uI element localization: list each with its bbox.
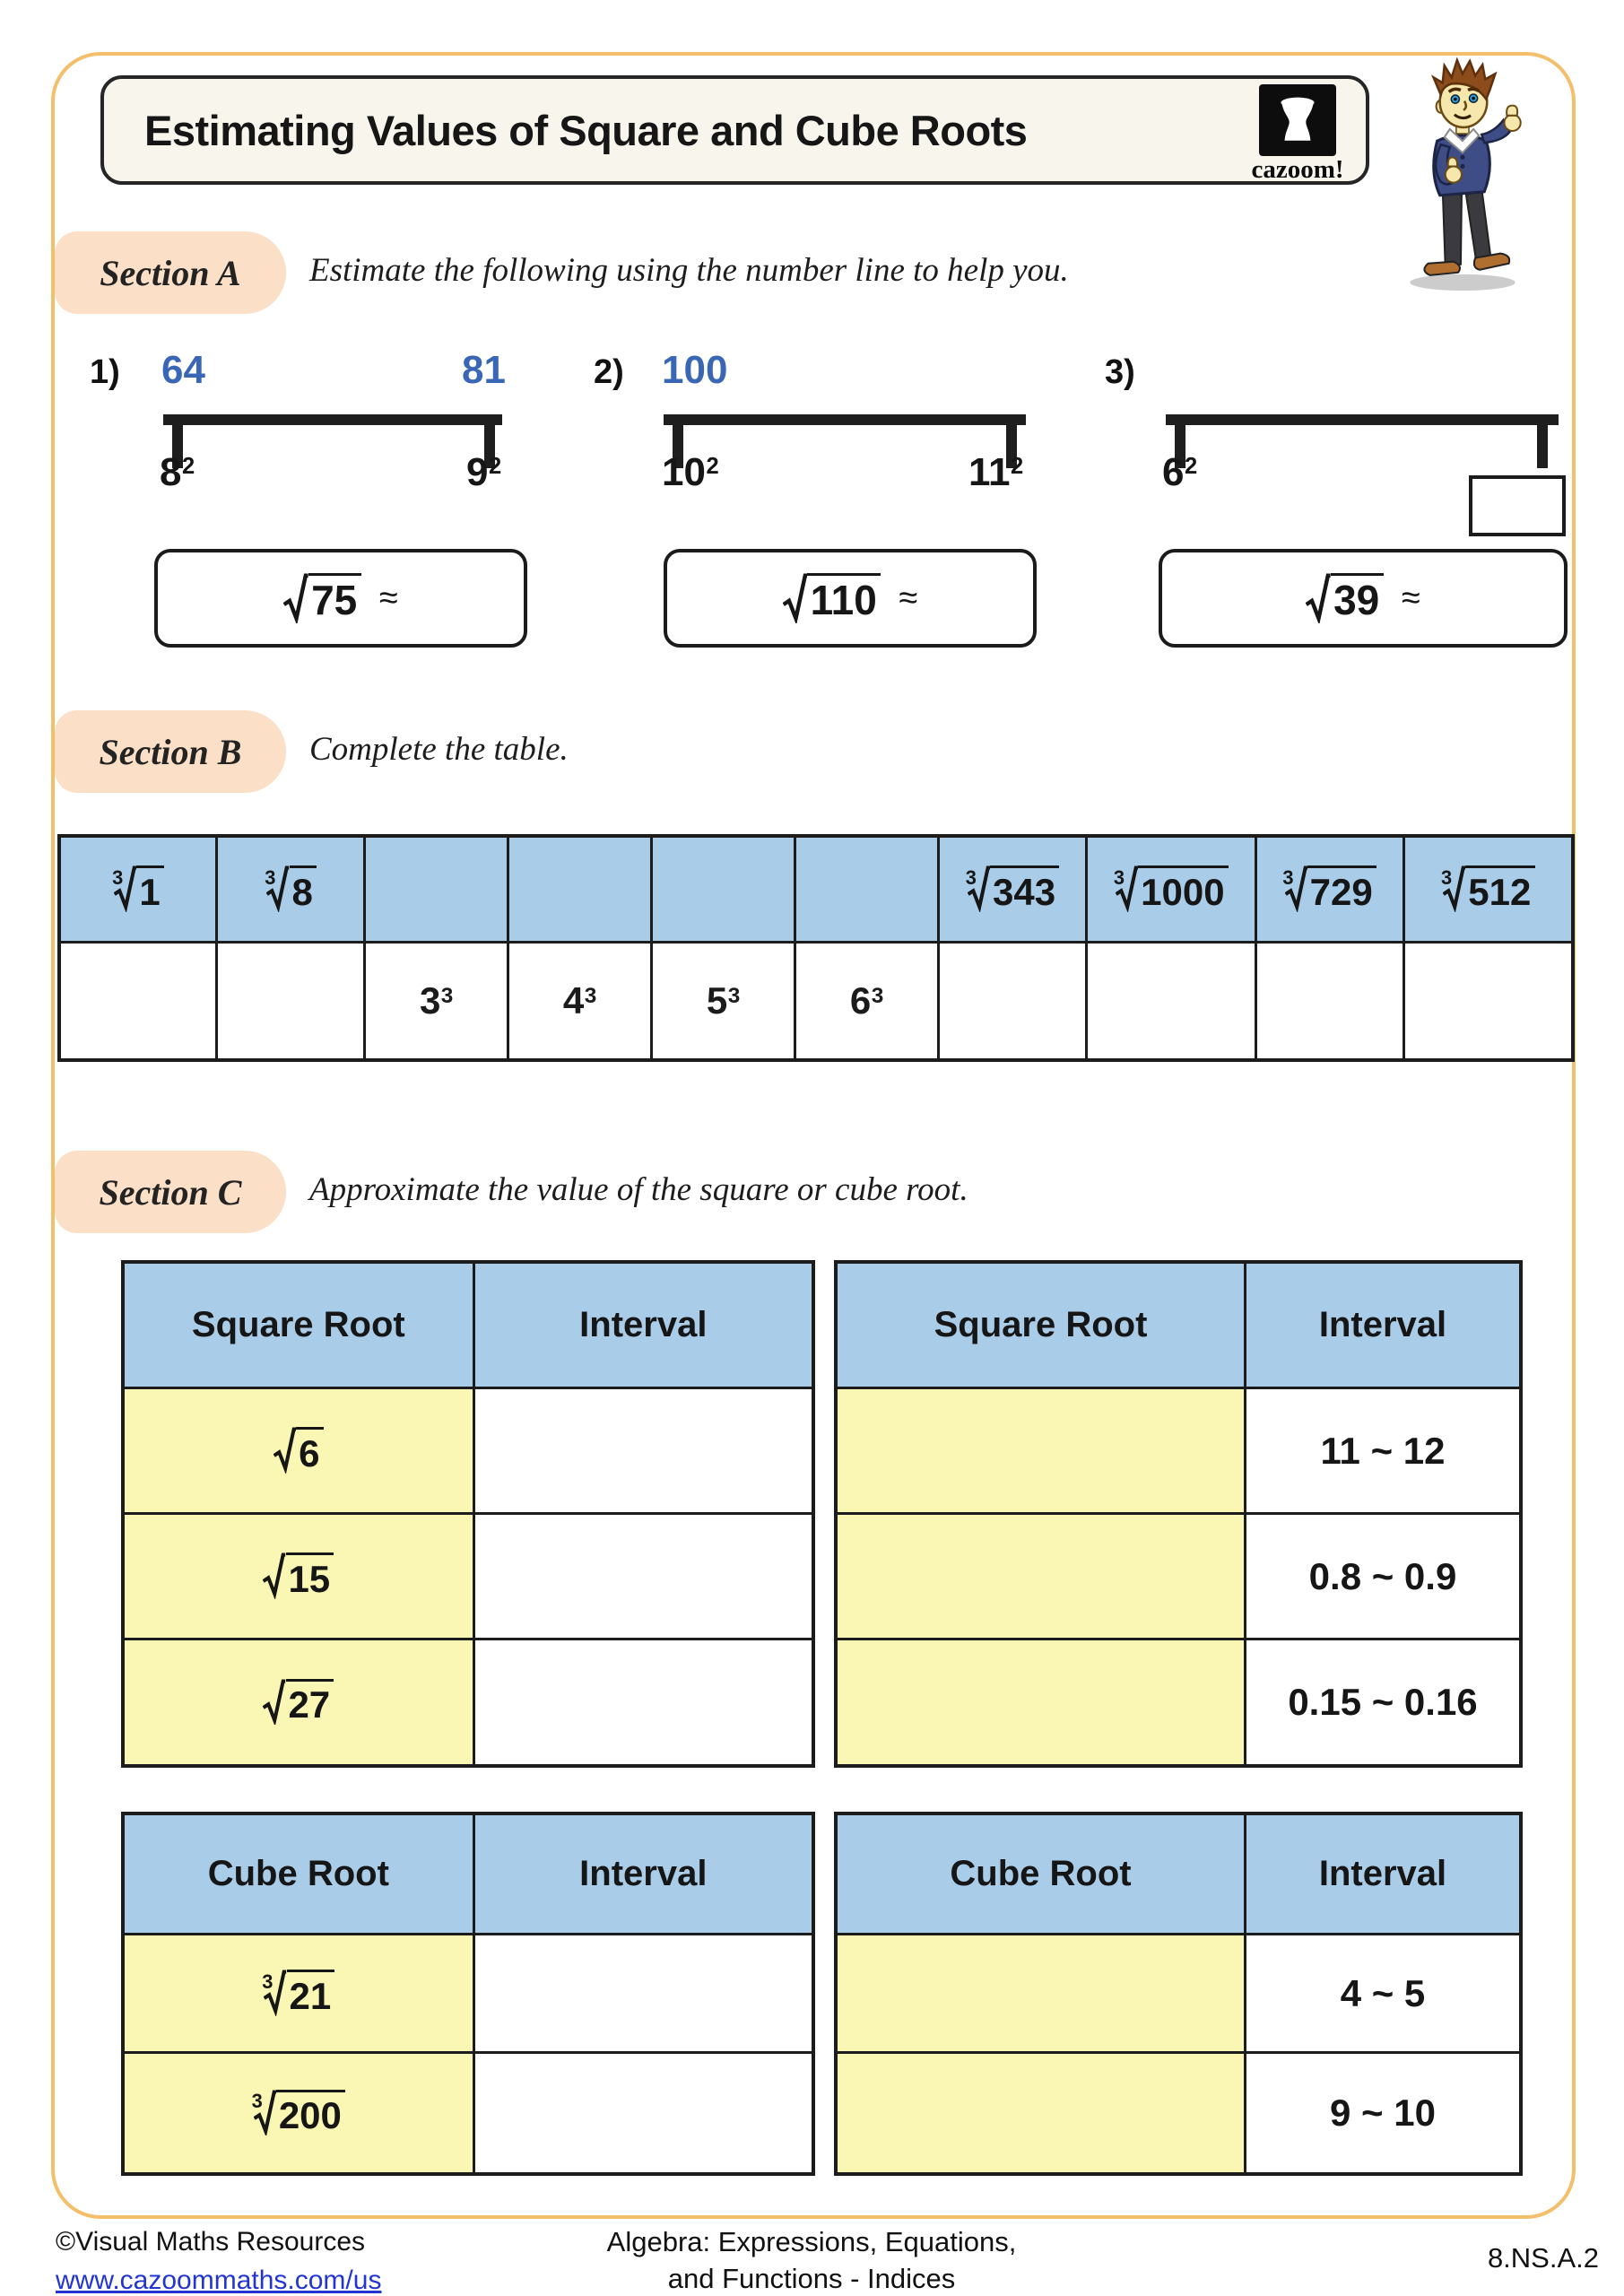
left-square-label: $8^2$ xyxy=(160,450,195,494)
root-estimate-box xyxy=(154,549,527,648)
item-number: 3) xyxy=(1105,353,1135,391)
answer-cell xyxy=(940,944,1088,1058)
number-line-bar xyxy=(1166,414,1559,425)
approx-symbol: ≈ xyxy=(1401,578,1420,617)
root-estimate-box xyxy=(664,549,1037,648)
table-cell: 3 1000 xyxy=(1088,838,1257,944)
boy-thumbs-up-icon xyxy=(1388,54,1542,294)
answer-cell xyxy=(796,838,940,944)
table-cell: 0.15 ~ 0.16 xyxy=(1288,1681,1478,1723)
root-estimate-box xyxy=(1159,549,1568,648)
radical-sign-icon xyxy=(274,1427,296,1473)
column-header: Interval xyxy=(1246,1815,1519,1935)
answer-cell xyxy=(509,838,653,944)
logo-text: cazoom! xyxy=(1251,155,1344,184)
section-a-label: Section A xyxy=(55,231,286,314)
section-b-instruction: Complete the table. xyxy=(309,731,569,768)
column-header: Interval xyxy=(475,1264,812,1389)
column-header: Cube Root xyxy=(125,1815,475,1935)
column-header: Square Root xyxy=(125,1264,475,1389)
right-tick xyxy=(1537,414,1548,468)
radical-sign-icon xyxy=(263,1679,285,1725)
item-number: 2) xyxy=(594,353,624,391)
radical-sign-icon xyxy=(783,573,808,623)
category-line-2: and Functions - Indices xyxy=(667,2262,956,2294)
approx-symbol: ≈ xyxy=(378,578,398,617)
answer-cell xyxy=(475,1640,812,1764)
category-line-1: Algebra: Expressions, Equations, xyxy=(606,2226,1017,2257)
answer-cell xyxy=(838,1640,1246,1764)
answer-cell xyxy=(475,1389,812,1515)
answer-cell xyxy=(475,1935,812,2054)
section-c-instruction: Approximate the value of the square or cube root. xyxy=(309,1171,968,1208)
column-header: Interval xyxy=(475,1815,812,1935)
section-c-label: Section C xyxy=(55,1151,286,1233)
table-cell: 3 343 xyxy=(940,838,1088,944)
table-cell: 3 8 xyxy=(218,838,366,944)
worksheet-category xyxy=(408,2224,1215,2296)
copyright-text: ©Visual Maths Resources xyxy=(56,2227,366,2257)
cube-root-table-left xyxy=(121,1812,815,2176)
radical-sign-icon xyxy=(263,1552,285,1598)
table-cell: 3 729 xyxy=(1257,838,1405,944)
sqrt-expression: 39 xyxy=(1306,573,1384,624)
answer-cell xyxy=(475,1515,812,1640)
cube-root-table-right xyxy=(834,1812,1523,2176)
table-cell: 3 21 xyxy=(125,1935,475,2054)
table-cell: 27 xyxy=(125,1640,475,1764)
page-title: Estimating Values of Square and Cube Roots xyxy=(144,106,1028,154)
answer-cell xyxy=(1088,944,1257,1058)
mascot-boy-illustration xyxy=(1388,54,1542,294)
answer-cell xyxy=(1405,944,1571,1058)
sqrt-expression: 75 xyxy=(283,573,361,624)
answer-cell xyxy=(838,1515,1246,1640)
answer-cell xyxy=(653,838,796,944)
section-b-label: Section B xyxy=(55,710,286,793)
table-cell: 3 200 xyxy=(125,2054,475,2172)
square-root-table-left xyxy=(121,1260,815,1768)
answer-cell xyxy=(838,1389,1246,1515)
answer-cell xyxy=(218,944,366,1058)
number-line-right-value: 81 xyxy=(462,348,506,392)
table-cell: $5^3$ xyxy=(653,944,796,1058)
column-header: Interval xyxy=(1246,1264,1519,1389)
table-cell: 0.8 ~ 0.9 xyxy=(1246,1515,1519,1640)
footer-left xyxy=(56,2224,381,2296)
table-cell: 15 xyxy=(125,1515,475,1640)
number-line-bar xyxy=(664,414,1026,425)
table-cell: 9 ~ 10 xyxy=(1330,2092,1436,2134)
cazoom-logo xyxy=(1230,84,1365,185)
table-cell: 11 ~ 12 xyxy=(1246,1389,1519,1515)
number-line-bar xyxy=(163,414,502,425)
answer-cell xyxy=(838,2054,1246,2172)
website-link[interactable]: www.cazoommaths.com/us xyxy=(56,2266,382,2295)
left-square-label: $10^2$ xyxy=(662,450,719,494)
standard-code: 8.NS.A.2 xyxy=(1487,2242,1599,2274)
table-cell: $4^3$ xyxy=(509,944,653,1058)
answer-cell xyxy=(838,1935,1246,2054)
square-root-table-right xyxy=(834,1260,1523,1768)
column-header: Cube Root xyxy=(838,1815,1246,1935)
right-square-label: $9^2$ xyxy=(466,450,502,494)
section-a-instruction: Estimate the following using the number line to help you. xyxy=(309,252,1069,289)
table-cell: $3^3$ xyxy=(366,944,509,1058)
table-cell: 4 ~ 5 xyxy=(1246,1935,1519,2054)
answer-cell xyxy=(475,2054,812,2172)
number-line-2 xyxy=(594,348,1053,657)
number-line-left-value: 100 xyxy=(662,348,728,392)
answer-cell xyxy=(61,944,218,1058)
radical-sign-icon xyxy=(1306,573,1331,623)
number-line-3 xyxy=(1105,348,1564,657)
table-cell: $6^3$ xyxy=(796,944,940,1058)
column-header: Square Root xyxy=(838,1264,1246,1389)
cazoom-drum-icon xyxy=(1259,84,1336,156)
number-line-left-value: 64 xyxy=(161,348,205,392)
table-cell: 6 xyxy=(125,1389,475,1515)
answer-cell xyxy=(1257,944,1405,1058)
table-cell: 3 1 xyxy=(61,838,218,944)
section-b-table xyxy=(57,834,1575,1062)
right-square-label: $11^2$ xyxy=(968,450,1024,494)
answer-cell xyxy=(366,838,509,944)
sqrt-expression: 110 xyxy=(783,573,881,624)
number-line-1 xyxy=(90,348,549,657)
answer-box xyxy=(1469,475,1566,536)
left-square-label: $6^2$ xyxy=(1162,450,1198,494)
radical-sign-icon xyxy=(283,573,308,623)
title-box xyxy=(100,75,1369,185)
item-number: 1) xyxy=(90,353,120,391)
approx-symbol: ≈ xyxy=(899,578,918,617)
table-cell: 3 512 xyxy=(1405,838,1571,944)
